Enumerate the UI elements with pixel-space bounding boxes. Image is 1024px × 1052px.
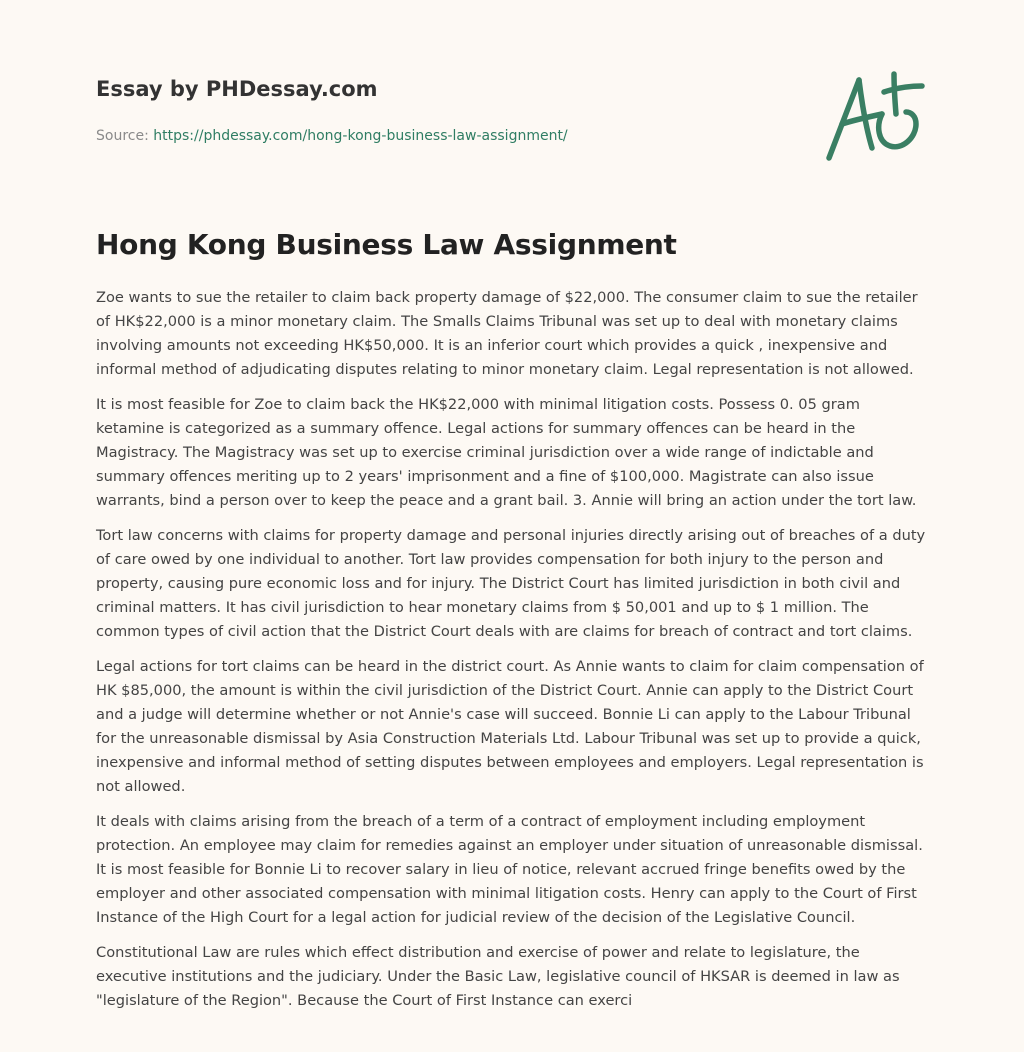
essay-body [96, 286, 931, 1024]
essay-paragraph: It deals with claims arising from the breach of a term of a contract of employment including employment protection. An employee may claim for remedies against an employer under situation of unreasonable dismissal. It is most feasible for Bonnie Li to recover salary in lieu of notice, relevant accrued fringe benefits owed by the employer and other associated compensation with minimal litigation costs. Henry can apply to the Court of First Instance of the High Court for a legal action for judicial review of the decision of the Legislative Council. [96, 813, 923, 926]
essay-paragraph: Legal actions for tort claims can be heard in the district court. As Annie wants to claim for claim compensation of HK $85,000, the amount is within the civil jurisdiction of the District Court. Annie can apply to the District Court and a judge will determine whether or not Annie's case will succeed. Bonnie Li can apply to the Labour Tribunal for the unreasonable dismissal by Asia Construction Materials Ltd. Labour Tribunal was set up to provide a quick, inexpensive and informal method of setting disputes between employees and employers. Legal representation is not allowed. [96, 658, 924, 795]
essay-paragraph: Zoe wants to sue the retailer to claim back property damage of $22,000. The consumer claim to sue the retailer of HK$22,000 is a minor monetary claim. The Smalls Claims Tribunal was set up to deal with monetary claims involving amounts not exceeding HK$50,000. It is an inferior court which provides a quick , inexpensive and informal method of adjudicating disputes relating to minor monetary claim. Legal representation is not allowed. [96, 289, 918, 378]
essay-paragraph: It is most feasible for Zoe to claim back the HK$22,000 with minimal litigation costs. Possess 0. 05 gram ketamine is categorized as a summary offence. Legal actions for summary offences can be heard in the Magistracy. The Magistracy was set up to exercise criminal jurisdiction over a wide range of indictable and summary offences meriting up to 2 years' imprisonment and a fine of $100,000. Magistrate can also issue warrants, bind a person over to keep the peace and a grant bail. 3. Annie will bring an action under the tort law. [96, 396, 917, 509]
page-header [96, 74, 796, 146]
site-title: Essay by PHDessay.com [96, 77, 378, 101]
essay-title: Hong Kong Business Law Assignment [96, 228, 677, 261]
essay-paragraph: Tort law concerns with claims for property damage and personal injuries directly arising out of breaches of a duty of care owed by one individual to another. Tort law provides compensation for both injury to the person and property, causing pure economic loss and for injury. The District Court has limited jurisdiction in both civil and criminal matters. It has civil jurisdiction to hear monetary claims from $ 50,001 and up to $ 1 million. The common types of civil action that the District Court deals with are claims for breach of contract and tort claims. [96, 527, 926, 640]
essay-paragraph: Constitutional Law are rules which effect distribution and exercise of power and relate to legislature, the executive institutions and the judiciary. Under the Basic Law, legislative council of HKSAR is deemed in law as "legislature of the Region". Because the Court of First Instance can exerci [96, 944, 900, 1009]
source-line [96, 126, 796, 146]
source-link[interactable]: https://phdessay.com/hong-kong-business-law-assignment/ [153, 128, 568, 144]
a-plus-logo-icon [822, 68, 926, 164]
source-label: Source: [96, 128, 154, 144]
